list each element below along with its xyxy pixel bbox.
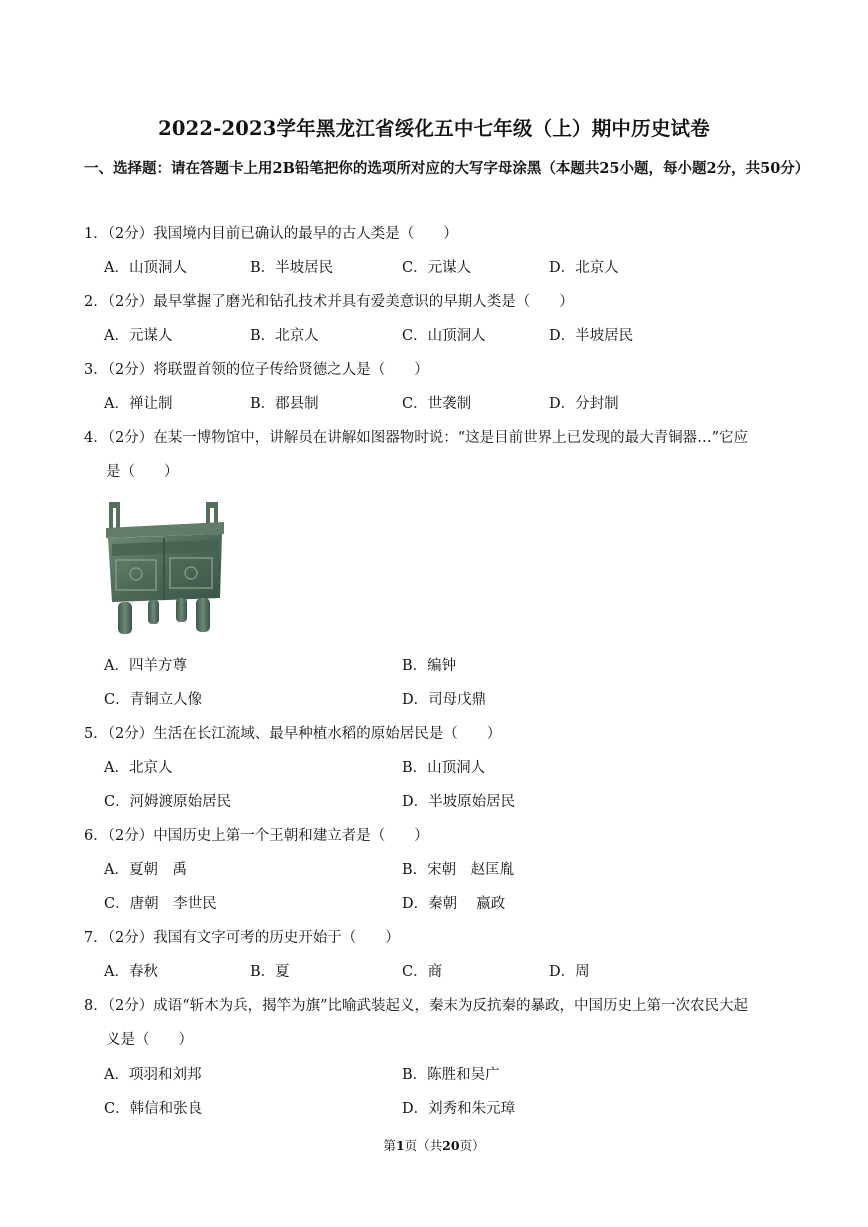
question-7-stem: 7．（2分）我国有文字可考的历史开始于（ ） — [84, 930, 400, 946]
option-c: C．韩信和张良 — [104, 1101, 203, 1117]
question-5-options-row2 — [104, 785, 804, 819]
option-a: A．四羊方尊 — [104, 658, 187, 674]
question-5-options-row1 — [104, 751, 804, 785]
footer-mid: 页（共 — [404, 1138, 443, 1153]
option-b: B．北京人 — [250, 328, 319, 344]
option-b: B．郡县制 — [250, 396, 319, 412]
footer-total-pages: 20 — [442, 1138, 460, 1153]
question-8-options-row1 — [104, 1058, 804, 1092]
question-1-options — [104, 251, 804, 285]
option-a: A．项羽和刘邦 — [104, 1067, 202, 1083]
option-a: A．北京人 — [104, 760, 173, 776]
question-6-options-row1 — [104, 853, 804, 887]
option-d: D．半坡居民 — [549, 328, 634, 344]
question-4-stem-line2: 是（ ） — [106, 464, 179, 480]
option-c: C．世袭制 — [402, 396, 472, 412]
question-4-options-row2 — [104, 683, 804, 717]
question-1-stem: 1．（2分）我国境内目前已确认的最早的古人类是（ ） — [84, 226, 458, 242]
option-b: B．夏 — [250, 964, 290, 980]
footer-pre: 第 — [383, 1138, 396, 1153]
page-footer — [0, 1136, 868, 1154]
question-3-options — [104, 387, 804, 421]
question-2-options — [104, 319, 804, 353]
option-c: C．商 — [402, 964, 443, 980]
footer-page-number: 1 — [395, 1138, 405, 1153]
question-7-options — [104, 955, 804, 989]
question-6-options-row2 — [104, 887, 804, 921]
option-a: A．夏朝 禹 — [104, 862, 187, 878]
option-b: B．山顶洞人 — [402, 760, 486, 776]
option-a: A．元谋人 — [104, 328, 173, 344]
question-4-options-row1 — [104, 649, 804, 683]
option-a: A．山顶洞人 — [104, 260, 187, 276]
question-6-stem: 6．（2分）中国历史上第一个王朝和建立者是（ ） — [84, 828, 429, 844]
option-b: B．陈胜和吴广 — [402, 1067, 500, 1083]
question-4-stem-line1: 4．（2分）在某一博物馆中，讲解员在讲解如图器物时说：“这是目前世界上已发现的最大青铜器…”它应 — [84, 430, 749, 446]
option-d: D．刘秀和朱元璋 — [402, 1101, 516, 1117]
question-8-stem — [84, 989, 804, 1057]
question-3-stem: 3．（2分）将联盟首领的位子传给贤德之人是（ ） — [84, 362, 429, 378]
option-b: B．编钟 — [402, 658, 457, 674]
question-8-stem-line2: 义是（ ） — [106, 1032, 193, 1048]
option-c: C．青铜立人像 — [104, 692, 203, 708]
footer-post: 页） — [459, 1138, 485, 1153]
option-d: D．北京人 — [549, 260, 619, 276]
option-d: D．分封制 — [549, 396, 619, 412]
option-b: B．宋朝 赵匡胤 — [402, 862, 515, 878]
question-4-stem — [84, 421, 804, 489]
exam-title: 2022-2023学年黑龙江省绥化五中七年级（上）期中历史试卷 — [158, 117, 710, 140]
option-d: D．秦朝 嬴政 — [402, 896, 506, 912]
question-2-stem: 2．（2分）最早掌握了磨光和钻孔技术并具有爱美意识的早期人类是（ ） — [84, 294, 574, 310]
option-d: D．半坡原始居民 — [402, 794, 516, 810]
question-5-stem: 5．（2分）生活在长江流域、最早种植水稻的原始居民是（ ） — [84, 726, 502, 742]
question-8-stem-line1: 8．（2分）成语“斩木为兵，揭竿为旗”比喻武装起义，秦末为反抗秦的暴政，中国历史上第一次农民大起 — [84, 998, 749, 1014]
option-c: C．唐朝 李世民 — [104, 896, 217, 912]
bronze-ding-image — [104, 498, 228, 640]
option-d: D．周 — [549, 964, 590, 980]
option-d: D．司母戊鼎 — [402, 692, 487, 708]
section-heading: 一、选择题：请在答题卡上用2B铅笔把你的选项所对应的大写字母涂黑（本题共25小题，每小题2分，共50分） — [84, 160, 810, 177]
option-a: A．春秋 — [104, 964, 158, 980]
option-a: A．禅让制 — [104, 396, 173, 412]
option-c: C．山顶洞人 — [402, 328, 486, 344]
question-8-options-row2 — [104, 1092, 804, 1126]
option-b: B．半坡居民 — [250, 260, 334, 276]
option-c: C．河姆渡原始居民 — [104, 794, 232, 810]
option-c: C．元谋人 — [402, 260, 472, 276]
